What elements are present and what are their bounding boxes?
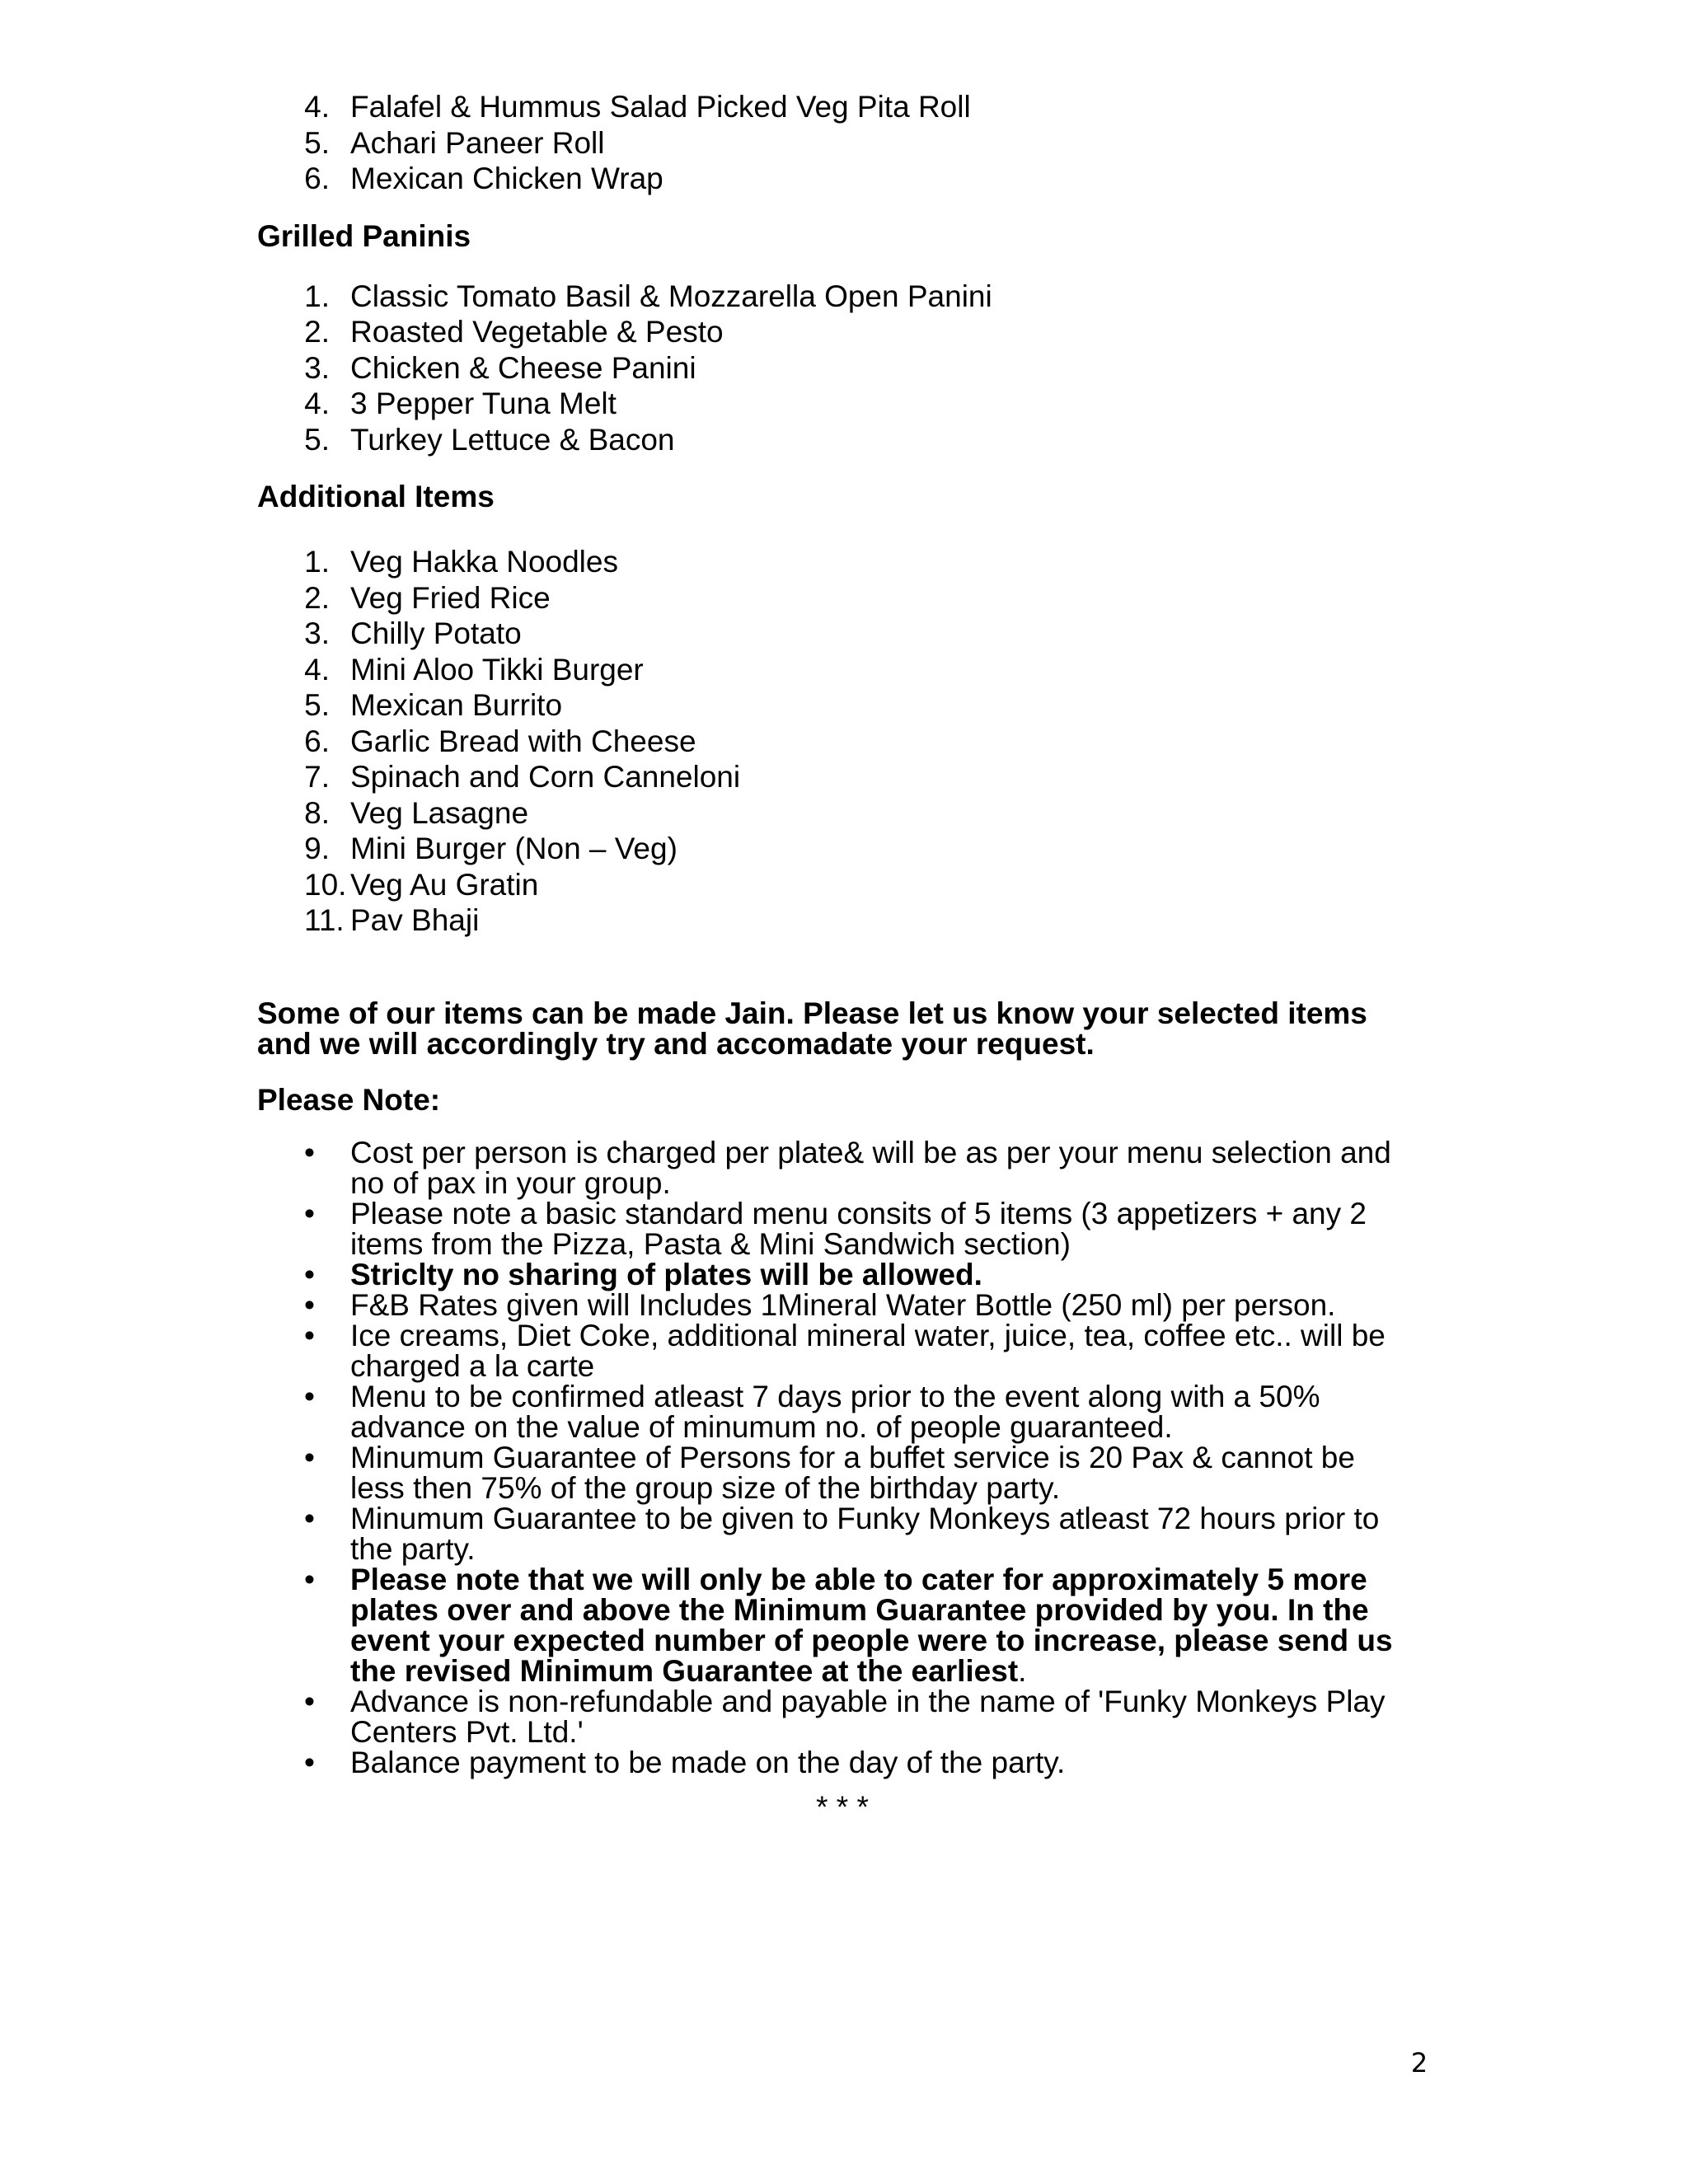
list-item [257, 759, 1428, 795]
bullet-line: Please note a basic standard menu consits of 5 items (3 appetizers + any 2 [350, 1196, 1367, 1230]
item-number: 5. [304, 422, 330, 457]
item-number: 11. [304, 903, 345, 937]
note-bullet [257, 1320, 1428, 1381]
item-number: 8. [304, 795, 330, 830]
bullet-glyph: • [304, 1135, 315, 1169]
bullet-line: Cost per person is charged per plate& will be as per your menu selection and [350, 1135, 1391, 1169]
item-text: Spinach and Corn Canneloni [350, 760, 741, 794]
list-item [257, 652, 1428, 688]
bullet-glyph: • [304, 1684, 315, 1718]
bullet-line: less then 75% of the group size of the birthday party. [350, 1470, 1061, 1505]
list-item [257, 795, 1428, 832]
bullet-glyph: • [304, 1257, 315, 1291]
list-item [257, 125, 1428, 162]
bullet-line: the revised Minimum Guarantee at the earliest [350, 1653, 1019, 1688]
bullet-glyph: • [304, 1287, 315, 1322]
item-number: 5. [304, 125, 330, 160]
bullet-line: Minumum Guarantee of Persons for a buffet service is 20 Pax & cannot be [350, 1440, 1355, 1474]
bullet-tail: . [1018, 1653, 1027, 1688]
bullet-glyph: • [304, 1440, 315, 1474]
bullet-glyph: • [304, 1196, 315, 1230]
item-text: Turkey Lettuce & Bacon [350, 422, 675, 457]
bullet-line: charged a la carte [350, 1348, 595, 1383]
bullet-line: Please note that we will only be able to cater for approximately 5 more [350, 1562, 1367, 1596]
item-number: 6. [304, 724, 330, 758]
item-number: 3. [304, 350, 330, 385]
additional-items-list [257, 544, 1428, 939]
item-number: 4. [304, 652, 330, 687]
list-item [257, 616, 1428, 652]
bullet-line: Centers Pvt. Ltd.' [350, 1714, 584, 1749]
note-bullet [257, 1198, 1428, 1259]
list-item [257, 544, 1428, 580]
end-marker: * * * [816, 1789, 869, 1824]
bullet-glyph: • [304, 1379, 315, 1413]
bullet-line: F&B Rates given will Includes 1Mineral Water Bottle (250 ml) per person. [350, 1287, 1336, 1322]
item-number: 2. [304, 580, 330, 615]
jain-note [257, 998, 1428, 1059]
page-content [257, 89, 1428, 1824]
item-number: 10. [304, 867, 347, 902]
bullet-line: plates over and above the Minimum Guarantee provided by you. In the [350, 1592, 1369, 1627]
bullet-line: items from the Pizza, Pasta & Mini Sandwich section) [350, 1226, 1071, 1261]
wraps-list [257, 89, 1428, 197]
bullet-glyph: • [304, 1501, 315, 1535]
bullet-line: no of pax in your group. [350, 1165, 671, 1200]
item-number: 7. [304, 760, 330, 794]
list-item [257, 687, 1428, 724]
jain-note-line: Some of our items can be made Jain. Please let us know your selected items [257, 996, 1367, 1030]
bullet-line: Menu to be confirmed atleast 7 days prior to the event along with a 50% [350, 1379, 1320, 1413]
item-text: Veg Fried Rice [350, 580, 551, 615]
list-item [257, 867, 1428, 903]
item-text: Mexican Burrito [350, 688, 563, 722]
item-number: 1. [304, 279, 330, 313]
list-item [257, 831, 1428, 867]
bullet-line: Striclty no sharing of plates will be allowed. [350, 1257, 982, 1291]
item-number: 3. [304, 616, 330, 650]
bullet-line: Advance is non-refundable and payable in the name of 'Funky Monkeys Play [350, 1684, 1386, 1718]
list-item [257, 902, 1428, 939]
bullet-line: advance on the value of minumum no. of people guaranteed. [350, 1409, 1173, 1444]
section-heading-grilled-paninis: Grilled Paninis [257, 218, 471, 253]
item-text: Mini Burger (Non – Veg) [350, 832, 678, 865]
item-text: Veg Au Gratin [350, 867, 539, 902]
item-text: 3 Pepper Tuna Melt [350, 387, 617, 420]
item-number: 6. [304, 162, 330, 195]
note-bullet [257, 1381, 1428, 1442]
item-number: 4. [304, 90, 330, 124]
note-bullet [257, 1137, 1428, 1198]
item-text: Chilly Potato [350, 616, 522, 650]
item-text: Veg Hakka Noodles [350, 545, 618, 579]
note-bullet [257, 1747, 1428, 1778]
list-item [257, 89, 1428, 125]
item-text: Achari Paneer Roll [350, 125, 605, 160]
item-number: 9. [304, 832, 330, 865]
section-heading-please-note: Please Note: [257, 1082, 441, 1117]
list-item [257, 724, 1428, 760]
item-text: Garlic Bread with Cheese [350, 724, 696, 758]
item-text: Pav Bhaji [350, 903, 480, 937]
page-number: 2 [1410, 2047, 1428, 2079]
section-heading-additional-items: Additional Items [257, 480, 495, 513]
item-text: Mexican Chicken Wrap [350, 162, 663, 195]
item-text: Chicken & Cheese Panini [350, 350, 696, 385]
item-number: 4. [304, 387, 330, 420]
list-item [257, 314, 1428, 350]
please-note-list [257, 1137, 1428, 1778]
note-bullet [257, 1564, 1428, 1686]
list-item [257, 279, 1428, 315]
list-item [257, 161, 1428, 197]
item-text: Veg Lasagne [350, 795, 529, 830]
note-bullet [257, 1686, 1428, 1747]
bullet-glyph: • [304, 1562, 315, 1596]
bullet-line: event your expected number of people were to increase, please send us [350, 1623, 1393, 1657]
item-number: 5. [304, 688, 330, 722]
list-item [257, 422, 1428, 458]
bullet-glyph: • [304, 1745, 315, 1779]
item-text: Falafel & Hummus Salad Picked Veg Pita Roll [350, 90, 971, 124]
jain-note-line: and we will accordingly try and accomadate your request. [257, 1026, 1095, 1061]
bullet-line: Ice creams, Diet Coke, additional mineral water, juice, tea, coffee etc.. will be [350, 1318, 1386, 1352]
list-item [257, 386, 1428, 422]
grilled-paninis-list [257, 279, 1428, 458]
item-number: 2. [304, 315, 330, 349]
bullet-glyph: • [304, 1318, 315, 1352]
list-item [257, 580, 1428, 616]
item-text: Roasted Vegetable & Pesto [350, 315, 724, 349]
note-bullet [257, 1259, 1428, 1290]
item-number: 1. [304, 545, 330, 579]
list-item [257, 350, 1428, 387]
item-text: Mini Aloo Tikki Burger [350, 652, 644, 687]
bullet-line: the party. [350, 1531, 476, 1566]
item-text: Classic Tomato Basil & Mozzarella Open Panini [350, 279, 992, 313]
note-bullet [257, 1287, 1428, 1322]
bullet-line: Minumum Guarantee to be given to Funky Monkeys atleast 72 hours prior to [350, 1501, 1380, 1535]
note-bullet [257, 1442, 1428, 1503]
note-bullet [257, 1503, 1428, 1564]
bullet-line: Balance payment to be made on the day of the party. [350, 1745, 1066, 1779]
